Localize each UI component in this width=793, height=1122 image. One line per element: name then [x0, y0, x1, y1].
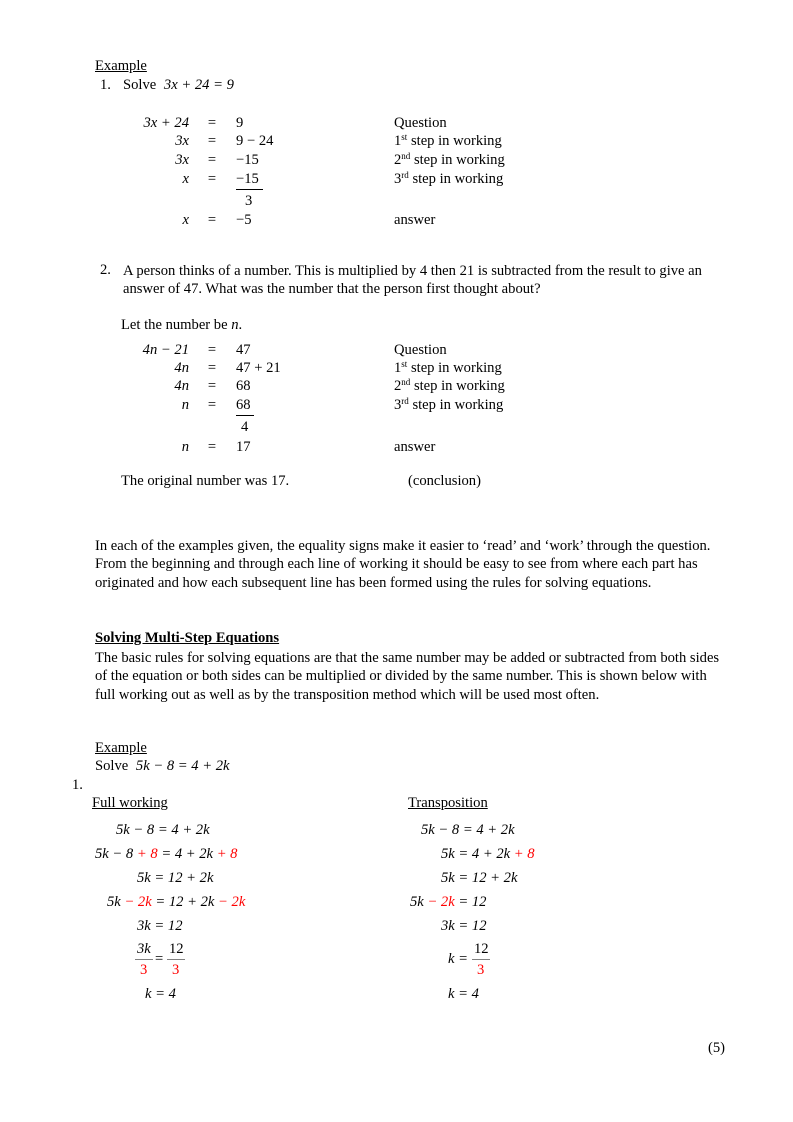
step-text: step in working — [410, 152, 505, 168]
equals-sign: = — [207, 152, 217, 168]
step-number: 1 — [394, 133, 402, 149]
fraction-numerator: −15 — [236, 171, 259, 187]
example2-conclusion-label: (conclusion) — [408, 473, 481, 489]
step-text: step in working — [408, 397, 504, 413]
row-lhs: 3x — [175, 133, 189, 149]
fraction-numerator: 68 — [236, 397, 251, 413]
example3-prompt: Solve — [95, 758, 129, 774]
fraction-denominator: 3 — [477, 962, 485, 978]
step-number: 3 — [394, 171, 402, 187]
explanation-paragraph: In each of the examples given, the equality signs make it easier to ‘read’ and ‘work’ through the question. From the beginning and through each line of working it should be easy to see from where each part has originated and how each subsequent line has been formed using the rules for solving equations. — [95, 538, 711, 591]
working-row — [0, 132, 793, 150]
example3-heading: Example — [95, 740, 147, 756]
full-working-line: 5k − 8 + 8 = 4 + 2k + 8 — [95, 846, 238, 862]
transposition-line: 5k − 2k = 12 — [410, 894, 487, 910]
row-rhs: 17 — [236, 439, 251, 455]
equals-sign: = — [155, 951, 164, 967]
step-suffix: nd — [401, 377, 411, 387]
step-text: step in working — [408, 171, 504, 187]
working-row — [0, 396, 793, 414]
example3-statement — [95, 758, 229, 775]
fraction-bar — [236, 415, 254, 416]
example1-statement — [123, 77, 234, 94]
fraction-denominator: 3 — [245, 193, 253, 209]
fraction-numerator: 12 — [169, 941, 184, 957]
subtracted-term: − 2k — [124, 894, 152, 910]
equals-sign: = — [207, 439, 217, 455]
row-note — [394, 377, 505, 395]
example3-number: 1. — [72, 777, 83, 793]
working-row — [0, 114, 793, 132]
fraction-denominator: 3 — [172, 962, 180, 978]
step-suffix: rd — [401, 170, 409, 180]
equals-sign: = — [207, 397, 217, 413]
row-lhs: n — [181, 439, 189, 455]
transposed-term: − 2k — [427, 894, 455, 910]
step-text: step in working — [410, 378, 505, 394]
row-rhs: 9 − 24 — [236, 133, 274, 149]
transposition-line: k = 4 — [448, 986, 479, 1002]
let-end: . — [238, 317, 243, 333]
step-suffix: st — [401, 132, 408, 142]
working-row — [0, 170, 793, 188]
row-lhs: x — [182, 171, 189, 187]
full-working-line: 5k = 12 + 2k — [137, 870, 214, 886]
full-working-heading: Full working — [92, 795, 168, 811]
transposition-heading: Transposition — [408, 795, 488, 811]
step-suffix: rd — [401, 396, 409, 406]
fraction-bar — [135, 959, 153, 960]
step-text: step in working — [407, 133, 502, 149]
fraction-denominator: 3 — [140, 962, 148, 978]
row-rhs: 68 — [236, 378, 251, 394]
fraction-bar — [236, 189, 263, 190]
transposition-line: 5k = 12 + 2k — [441, 870, 518, 886]
row-rhs: 47 — [236, 342, 251, 358]
step-text: step in working — [407, 360, 502, 376]
working-row — [0, 359, 793, 377]
step-number: 1 — [394, 360, 402, 376]
example1-number: 1. — [100, 77, 111, 93]
section-heading: Solving Multi-Step Equations — [95, 630, 280, 646]
row-note — [394, 151, 505, 169]
transposition-line: 3k = 12 — [441, 918, 487, 934]
fraction-bar — [167, 959, 185, 960]
section-body: The basic rules for solving equations are that the same number may be added or subtracted from both sides of the equation or both sides can be multiplied or divided by the same number. This is shown below with full working out as well as by the transposition method which will be used most often. — [95, 650, 720, 703]
full-working-line: 5k − 8 = 4 + 2k — [116, 822, 210, 838]
equals-sign: = — [207, 133, 217, 149]
row-lhs: x — [182, 212, 189, 228]
subtracted-term: − 2k — [218, 894, 246, 910]
fraction-numerator: 12 — [474, 941, 489, 957]
row-note — [394, 359, 502, 377]
row-lhs: 3x — [175, 152, 189, 168]
step-number: 2 — [394, 378, 402, 394]
row-rhs: −5 — [236, 212, 252, 228]
row-lhs: 4n — [174, 360, 189, 376]
working-row — [0, 151, 793, 169]
row-lhs: 4n − 21 — [142, 342, 189, 358]
working-row — [0, 418, 793, 436]
working-row — [0, 377, 793, 395]
row-note — [394, 396, 503, 414]
added-term: + 8 — [136, 846, 158, 862]
working-row — [0, 211, 793, 229]
example2-conclusion: The original number was 17. — [121, 473, 290, 489]
row-lhs: n — [181, 397, 189, 413]
equals-sign: = — [207, 171, 217, 187]
fraction-numerator: 3k — [137, 941, 151, 957]
row-note: answer — [394, 439, 436, 455]
fraction-lhs: k = — [448, 951, 468, 967]
working-row — [0, 341, 793, 359]
step-number: 2 — [394, 152, 402, 168]
equals-sign: = — [207, 115, 217, 131]
example1-heading: Example — [95, 58, 147, 74]
step-number: 3 — [394, 397, 402, 413]
working-row — [0, 192, 793, 210]
example1-equation: 3x + 24 = 9 — [163, 77, 234, 93]
full-working-line: k = 4 — [145, 986, 176, 1002]
transposition-line: 5k − 8 = 4 + 2k — [421, 822, 515, 838]
page-number: (5) — [708, 1040, 726, 1056]
example2-number: 2. — [100, 262, 111, 278]
example3-equation: 5k − 8 = 4 + 2k — [135, 758, 230, 774]
step-suffix: st — [401, 359, 408, 369]
let-text: Let the number be — [121, 317, 232, 333]
equals-sign: = — [207, 360, 217, 376]
added-term: + 8 — [216, 846, 238, 862]
working-row — [0, 438, 793, 456]
equals-sign: = — [207, 378, 217, 394]
transposition-line: 5k = 4 + 2k + 8 — [441, 846, 535, 862]
row-note — [394, 132, 502, 150]
full-working-line: 3k = 12 — [137, 918, 183, 934]
row-rhs: −15 — [236, 152, 259, 168]
row-rhs: 9 — [236, 115, 244, 131]
row-rhs: 47 + 21 — [236, 360, 281, 376]
row-note: Question — [394, 115, 447, 131]
step-suffix: nd — [401, 151, 411, 161]
let-variable: n — [231, 317, 239, 333]
example1-prompt: Solve — [123, 77, 157, 93]
row-lhs: 4n — [174, 378, 189, 394]
row-note: answer — [394, 212, 436, 228]
example2-question: A person thinks of a number. This is multiplied by 4 then 21 is subtracted from the result to give an answer of 47. What was the number that the person first thought about? — [123, 263, 702, 298]
transposed-term: + 8 — [513, 846, 535, 862]
row-note: Question — [394, 342, 447, 358]
row-lhs: 3x + 24 — [143, 115, 189, 131]
fraction-bar — [472, 959, 490, 960]
equals-sign: = — [207, 212, 217, 228]
fraction-denominator: 4 — [241, 419, 249, 435]
full-working-line: 5k − 2k = 12 + 2k − 2k — [107, 894, 246, 910]
equals-sign: = — [207, 342, 217, 358]
row-note — [394, 170, 503, 188]
example2-let — [121, 317, 242, 334]
